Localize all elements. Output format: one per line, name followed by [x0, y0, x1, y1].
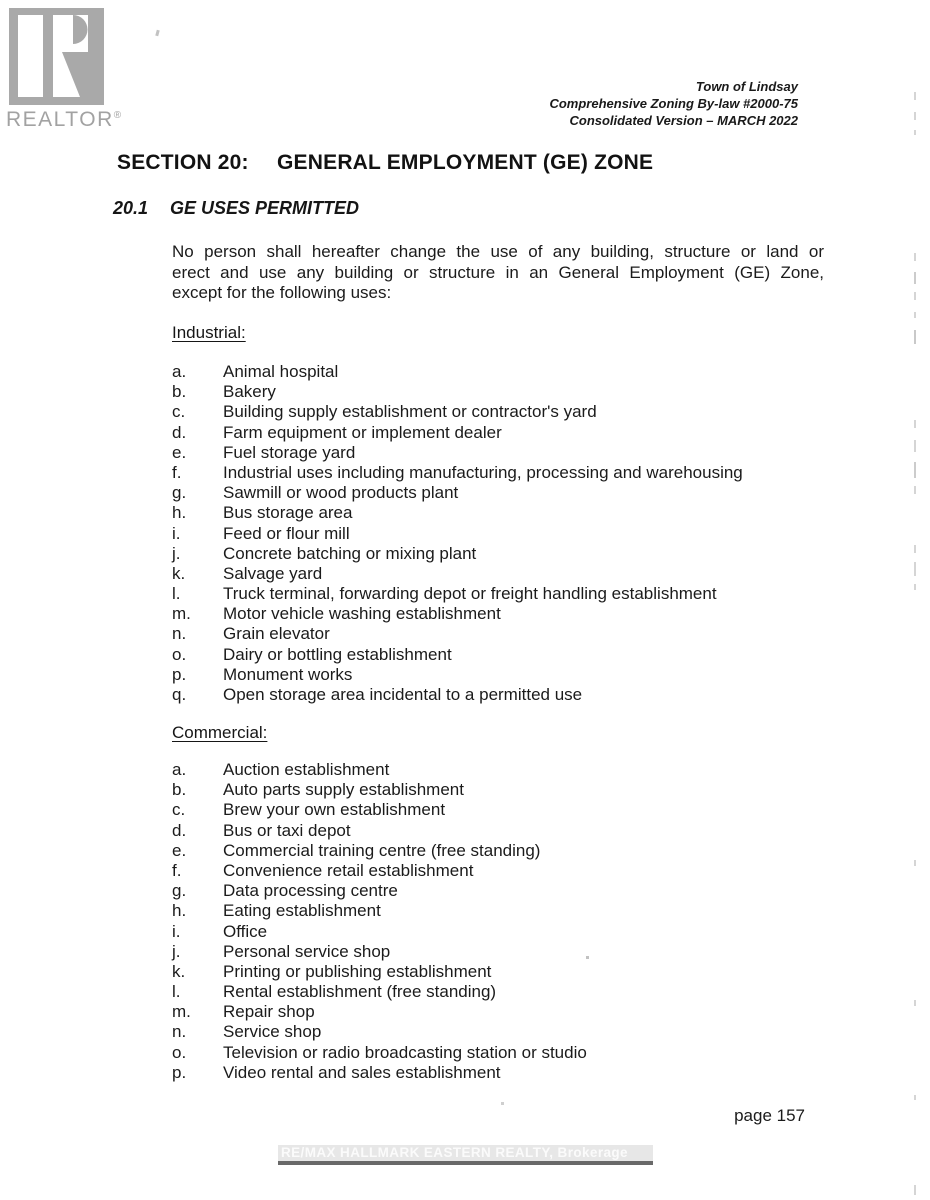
list-item — [172, 901, 587, 921]
list-item-text: Service shop — [223, 1022, 322, 1042]
list-item-letter: e. — [172, 442, 187, 462]
brokerage-watermark: RE/MAX HALLMARK EASTERN REALTY, Brokerage — [278, 1145, 653, 1165]
scan-edge-mark — [914, 860, 916, 866]
list-item-text: Bus or taxi depot — [223, 820, 351, 840]
section-number: SECTION 20: — [117, 151, 249, 174]
scan-edge-mark — [914, 486, 916, 494]
list-item-text: Data processing centre — [223, 881, 398, 901]
list-item-text: Commercial training centre (free standing) — [223, 840, 541, 860]
list-item-text: Printing or publishing establishment — [223, 961, 492, 981]
list-item-letter: f. — [172, 462, 182, 482]
commercial-heading: Commercial: — [172, 723, 268, 742]
list-item — [172, 942, 587, 962]
list-item-text: Truck terminal, forwarding depot or freight handling establishment — [223, 584, 717, 604]
list-item-text: Auto parts supply establishment — [223, 780, 464, 800]
list-item-text: Video rental and sales establishment — [223, 1062, 501, 1082]
list-item-letter: h. — [172, 503, 187, 523]
scan-edge-mark — [914, 312, 916, 318]
subsection-number: 20.1 — [113, 198, 149, 218]
list-item-text: Office — [223, 921, 268, 941]
list-item-letter: a. — [172, 362, 187, 381]
list-item-text: Salvage yard — [223, 563, 323, 583]
list-item-text: Eating establishment — [223, 901, 381, 921]
list-item-letter: m. — [172, 604, 191, 624]
list-item-letter: l. — [172, 584, 181, 604]
list-item-text: Repair shop — [223, 1002, 315, 1022]
list-item — [172, 841, 587, 861]
list-item — [172, 922, 587, 942]
doc-header — [549, 78, 798, 129]
scan-edge-mark — [914, 462, 916, 478]
list-item-text: Grain elevator — [223, 624, 330, 644]
intro-line: No person shall hereafter change the use of any building, structure or land or — [172, 242, 824, 261]
list-item — [172, 402, 743, 422]
list-item — [172, 524, 743, 544]
list-item-letter: o. — [172, 1042, 187, 1062]
list-item-text: Auction establishment — [223, 760, 390, 779]
list-item-text: Rental establishment (free standing) — [223, 982, 497, 1002]
list-item-text: Convenience retail establishment — [223, 860, 474, 880]
list-item — [172, 645, 743, 665]
list-item — [172, 503, 743, 523]
scan-edge-mark — [914, 253, 916, 261]
scan-edge-mark — [914, 292, 916, 300]
list-item-letter: k. — [172, 563, 186, 583]
list-item-text: Animal hospital — [223, 362, 339, 381]
list-item-letter: m. — [172, 1002, 191, 1022]
list-item-text: Brew your own establishment — [223, 800, 446, 820]
list-item-letter: b. — [172, 382, 187, 402]
scan-edge-mark — [914, 1095, 916, 1100]
list-item-letter: c. — [172, 402, 186, 422]
list-item — [172, 760, 587, 780]
list-item-text: Concrete batching or mixing plant — [223, 543, 477, 563]
list-item — [172, 1022, 587, 1042]
list-item-letter: e. — [172, 840, 187, 860]
list-item — [172, 1063, 587, 1083]
list-item-text: Open storage area incidental to a permitted use — [223, 685, 583, 704]
subsection-title: GE USES PERMITTED — [170, 198, 360, 218]
scan-edge-mark — [914, 1185, 916, 1195]
list-item-letter: o. — [172, 644, 187, 664]
scan-edge-mark — [914, 584, 916, 590]
list-item-text: Building supply establishment or contractor's yard — [223, 402, 597, 422]
list-item-letter: f. — [172, 860, 182, 880]
header-bylaw: Comprehensive Zoning By-law #2000-75 — [549, 96, 798, 111]
list-item — [172, 624, 743, 644]
list-item-letter: n. — [172, 624, 187, 644]
header-town: Town of Lindsay — [695, 79, 798, 94]
scan-edge-mark — [914, 1000, 916, 1006]
list-item-text: Bakery — [223, 382, 276, 402]
scan-edge-mark — [914, 130, 916, 135]
list-item-letter: p. — [172, 664, 187, 684]
intro-paragraph — [172, 242, 824, 304]
list-item-letter: j. — [172, 941, 181, 961]
list-item-letter: j. — [172, 543, 181, 563]
list-item — [172, 861, 587, 881]
list-item-text: Feed or flour mill — [223, 523, 350, 543]
list-item — [172, 881, 587, 901]
list-item — [172, 564, 743, 584]
list-item-letter: b. — [172, 780, 187, 800]
list-item-letter: a. — [172, 760, 187, 779]
list-item — [172, 780, 587, 800]
list-item-letter: p. — [172, 1062, 187, 1082]
scan-edge-mark — [914, 420, 916, 428]
list-item — [172, 362, 743, 382]
list-item-letter: i. — [172, 921, 181, 941]
list-item — [172, 962, 587, 982]
list-item-letter: i. — [172, 523, 181, 543]
list-item-text: Television or radio broadcasting station or studio — [223, 1042, 587, 1062]
realtor-logo — [6, 8, 121, 132]
list-item-text: Industrial uses including manufacturing, processing and warehousing — [223, 462, 743, 482]
section-title: GENERAL EMPLOYMENT (GE) ZONE — [277, 151, 654, 174]
list-item — [172, 604, 743, 624]
list-item — [172, 584, 743, 604]
list-item-text: Sawmill or wood products plant — [223, 483, 459, 503]
intro-line: erect and use any building or structure in an General Employment (GE) Zone, — [172, 262, 824, 282]
list-item — [172, 800, 587, 820]
list-item — [172, 382, 743, 402]
list-item — [172, 685, 743, 705]
scan-speck — [501, 1102, 504, 1105]
list-item-text: Fuel storage yard — [223, 442, 356, 462]
list-item-text: Monument works — [223, 664, 353, 684]
list-item-letter: c. — [172, 800, 186, 820]
list-item-text: Motor vehicle washing establishment — [223, 604, 501, 624]
scan-speck — [586, 956, 589, 959]
scan-edge-mark — [914, 562, 916, 576]
list-item-letter: d. — [172, 422, 187, 442]
list-item — [172, 1002, 587, 1022]
list-item — [172, 665, 743, 685]
realtor-brand: REALTOR — [6, 108, 114, 131]
list-item-letter: n. — [172, 1022, 187, 1042]
list-item-letter: g. — [172, 483, 187, 503]
list-item — [172, 821, 587, 841]
list-item — [172, 544, 743, 564]
list-item — [172, 1043, 587, 1063]
section-heading — [117, 151, 653, 175]
list-item — [172, 483, 743, 503]
list-item-letter: d. — [172, 820, 187, 840]
industrial-heading: Industrial: — [172, 323, 246, 342]
scan-edge-mark — [914, 92, 916, 100]
scan-edge-mark — [914, 440, 916, 452]
scan-edge-mark — [914, 330, 916, 344]
list-item — [172, 423, 743, 443]
list-item-text: Farm equipment or implement dealer — [223, 422, 502, 442]
realtor-logo-text — [6, 108, 121, 132]
registered-mark: ® — [113, 110, 122, 121]
scan-edge-mark — [914, 272, 916, 284]
list-item-letter: q. — [172, 685, 187, 704]
page-number: page 157 — [734, 1106, 805, 1125]
list-item — [172, 443, 743, 463]
list-item-text: Dairy or bottling establishment — [223, 644, 452, 664]
list-item — [172, 982, 587, 1002]
intro-line: except for the following uses: — [172, 283, 392, 302]
list-item-letter: h. — [172, 901, 187, 921]
list-item-letter: l. — [172, 982, 181, 1002]
subsection-heading — [113, 198, 359, 219]
commercial-list — [172, 760, 587, 1083]
list-item-text: Bus storage area — [223, 503, 353, 523]
list-item — [172, 463, 743, 483]
list-item-text: Personal service shop — [223, 941, 391, 961]
list-item-letter: g. — [172, 881, 187, 901]
realtor-r-icon — [9, 8, 104, 105]
list-item-letter: k. — [172, 961, 186, 981]
scan-edge-mark — [914, 545, 916, 553]
header-version: Consolidated Version – MARCH 2022 — [569, 113, 798, 128]
scan-speck — [155, 30, 159, 37]
industrial-list — [172, 362, 743, 705]
scan-edge-mark — [914, 112, 916, 120]
